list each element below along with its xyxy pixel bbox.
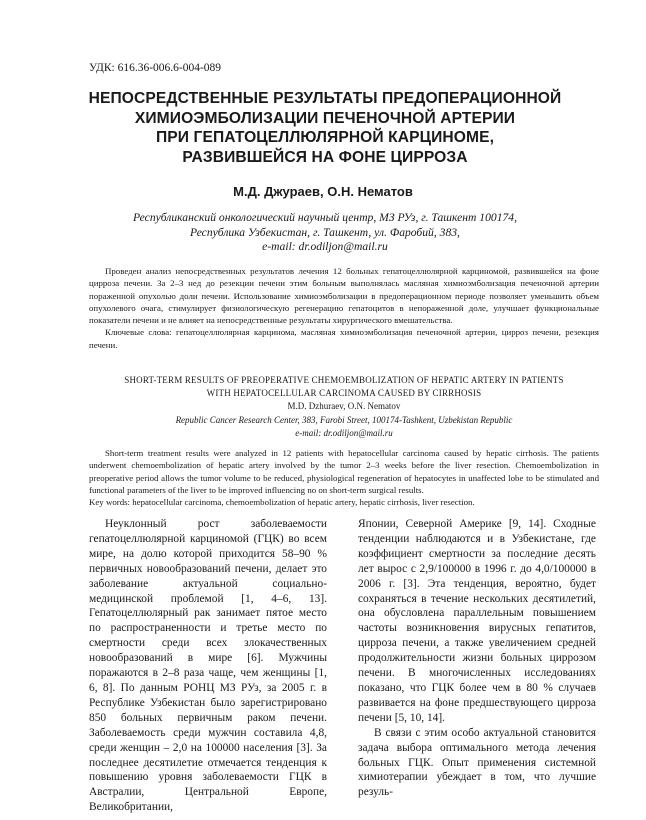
affiliation-email: e-mail: dr.odiljon@mail.ru — [262, 240, 388, 254]
english-title-line: WITH HEPATOCELLULAR CARCINOMA CAUSED BY CIRRHOSIS — [206, 388, 482, 399]
udc-code: УДК: 616.36-006.6-004-089 — [89, 62, 222, 74]
english-header — [89, 374, 599, 440]
body-paragraph: Неуклонный рост заболеваемости гепатоцеллюлярной карциномой (ГЦК) во всем мире, на долю которой приходится 58–90 % первичных новообразований печени, делает это заболевание актуальной социально-медицинской проблемой [1, 4–6, 13]. Гепатоцеллюлярный рак занимает пятое место по распространенности и третье место по смертности среди всех злокачественных новообразований в мире [6]. Мужчины поражаются в 2–8 раза чаще, чем женщины [1, 6, 8]. По данным РОНЦ МЗ РУз, за 2005 г. в Республике Узбекистан было зарегистрировано 850 больных первичным раком печени. Заболеваемость среди мужчин составила 4,8, среди женщин – 2,0 на 100000 населения [3]. За последнее десятилетие отмечается тенденция к повышению уровня заболеваемости ГЦК в Австралии, Центральной Европе, Великобритании, — [89, 518, 327, 814]
abstract-ru-text: Проведен анализ непосредственных результатов лечения 12 больных гепатоцеллюлярной карциномой, развившейся на фоне цирроза печени. За 2–3 нед до резекции печени этим больным выполнялась масляная химиоэмболизация печеночной артерии пораженной опухолью доли печени. Использование химиоэмболизации в предоперационном периоде позволяет уменьшить объем опухолевого очага, стимулирует физиологическую регенерацию гепатоцитов в непораженной доле, улучшает функциональные показатели печени и не влияет на непосредственные результаты хирургического вмешательства. — [89, 266, 599, 326]
body-column-left — [89, 517, 327, 815]
authors: М.Д. Джураев, О.Н. Нематов — [233, 184, 413, 199]
abstract-en-text: Short-term treatment results were analyzed in 12 patients with hepatocellular carcinoma caused by hepatic cirrhosis. The patients underwent chemoembolization of hepatic artery involved by the tumor 2–3 weeks before the liver resection. Chemoembolization in preoperative period allows the tumor volume to be reduced, physiological regeneration of hepatocytes in unaffected lobe to be stimulated and functional parameters of the liver to be improved influencing no on short-term surgical results. — [89, 448, 599, 495]
body-paragraph: Японии, Северной Америке [9, 14]. Сходные тенденции наблюдаются и в Узбекистане, где коэффициент смертности за последние десять лет вырос с 2,9/100000 в 1996 г. до 4,0/100000 в 2006 г. [3]. Эта тенденция, вероятно, будет сохраняться в течение нескольких десятилетий, она обусловлена параллельным повышением частоты возникновения вирусных гепатитов, цирроза печени, а также увеличением средней продолжительности жизни больных циррозом печени. В многочисленных исследованиях показано, что ГЦК более чем в 80 % случаев развивается на фоне предшествующего цирроза печени [5, 10, 14]. — [358, 518, 596, 724]
body-paragraph: В связи с этим особо актуальной становится задача выбора оптимального метода лечения больных ГЦК. Опыт применения системной химиотерапии убеждает в том, что лучшие резуль- — [358, 726, 596, 799]
english-affiliation: Republic Cancer Research Center, 383, Farobi Street, 100174-Tashkent, Uzbekistan Republic — [175, 414, 513, 425]
english-authors: M.D. Dzhuraev, O.N. Nematov — [287, 401, 401, 412]
affiliation-line: Республиканский онкологический научный центр, МЗ РУз, г. Ташкент 100174, — [133, 211, 517, 224]
title-line: ХИМИОЭМБОЛИЗАЦИИ ПЕЧЕНОЧНОЙ АРТЕРИИ — [134, 109, 516, 127]
abstract-en — [89, 447, 599, 508]
english-email: e-mail: dr.odiljon@mail.ru — [295, 427, 393, 438]
english-title-line: SHORT-TERM RESULTS OF PREOPERATIVE CHEMOEMBOLIZATION OF HEPATIC ARTERY IN PATIENTS — [124, 375, 564, 385]
title-line: РАЗВИВШЕЙСЯ НА ФОНЕ ЦИРРОЗА — [182, 148, 468, 166]
body-column-right — [358, 517, 596, 800]
title-line: НЕПОСРЕДСТВЕННЫЕ РЕЗУЛЬТАТЫ ПРЕДОПЕРАЦИОННОЙ — [88, 90, 562, 107]
title-line: ПРИ ГЕПАТОЦЕЛЛЮЛЯРНОЙ КАРЦИНОМЕ, — [155, 129, 495, 146]
affiliation-line: Республика Узбекистан, г. Ташкент, ул. Фаробий, 383, — [190, 225, 460, 239]
keywords-en: Key words: hepatocellular carcinoma, chemoembolization of hepatic artery, hepatic cirrhosis, liver resection. — [89, 497, 475, 508]
article-title — [60, 89, 590, 167]
abstract-ru — [89, 265, 599, 351]
affiliation — [60, 211, 590, 255]
keywords-ru: Ключевые слова: гепатоцеллюлярная карцинома, масляная химиоэмболизация печеночной артерии, цирроз печени, резекция печени. — [89, 327, 599, 350]
